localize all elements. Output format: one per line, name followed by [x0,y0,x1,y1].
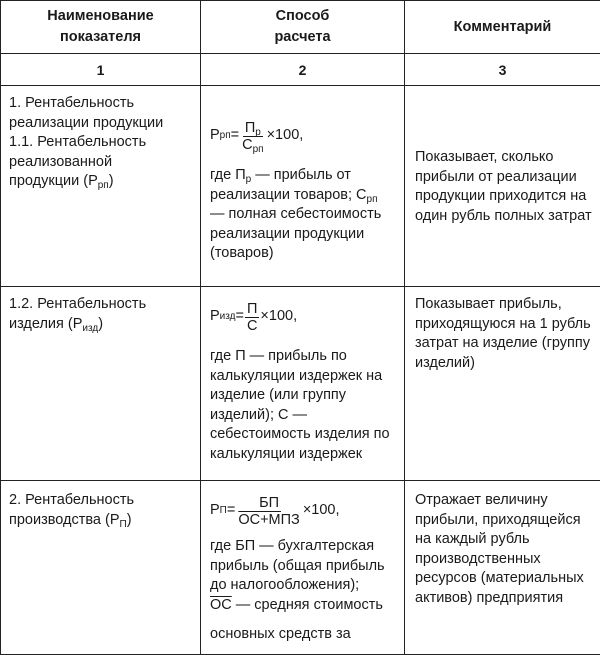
formula-description: где П — прибыль по калькуляции издержек на изделие (или группу изделий); С — себестоимость изделия по калькуляции издержек [210,348,390,462]
comment-text: Показывает прибыль, приходящуюся на 1 рубль затрат на изделие (группу изделий) [415,296,591,371]
header-calculation-method [201,1,405,54]
header-col3: Комментарий [453,18,552,35]
formula-description-part: ОС — средняя стоимость [210,596,383,613]
indicator-name-cell [1,481,201,655]
calculation-method-cell [201,86,405,287]
header-row [1,1,600,54]
column-number-row [1,54,600,86]
indicator-name-cell [1,287,201,481]
header-col1-line2: показателя [59,29,142,45]
formula-description-part: основных средств за [210,626,351,643]
indicator-name: 2. Рентабельность производства $(Р_П)$ [9,492,135,530]
column-number: 3 [405,54,600,86]
indicator-name-line: 1. Рентабельность [9,95,135,111]
table-row [1,481,600,655]
indicator-name-line: 1.1. Рентабельность [9,134,147,151]
formula-fraction: $\frac{П}{С}$ [246,300,258,334]
header-col1-line1: Наименование [47,8,154,24]
formula-fraction: $\frac{БП}{\text{ОС+МПЗ}}$ [238,494,300,528]
comment-text: Показывает, сколько прибыли от реализации продукции приходится на один рубль полных затрат [415,149,592,224]
formula-description-part: где БП — бухгалтерская прибыль (общая прибыль до налогообложения); [210,538,385,594]
header-comment [405,1,600,54]
formula-description: где $П_р$ — прибыль от реализации товаров; $С_{рп}$ — полная себестоимость реализации продукции (товаров) [210,167,382,262]
table-row [1,287,600,481]
comment-text: Отражает величину прибыли, приходящейся на каждый рубль производственных ресурсов (материальных активов) предприятия [415,492,584,606]
header-indicator-name [1,1,201,54]
indicator-name-line: реализации продукции [9,114,164,131]
comment-cell [405,481,600,655]
calculation-method-cell [201,481,405,655]
comment-cell [405,287,600,481]
indicator-name: 1.2. Рентабельность изделия $(Р_{изд})$ [9,296,147,334]
calculation-method-cell [201,287,405,481]
indicator-name-line: реализованной [9,153,113,170]
column-number: 1 [1,54,201,86]
indicator-name-line: продукции $(Р_{рп})$ [9,173,114,192]
formula: Р рп = $\frac{П_р}{С_{рп}}$ ×100, [210,119,304,155]
formula-fraction: $\frac{П_р}{С_{рп}}$ [242,119,264,155]
column-number: 2 [201,54,405,86]
formula: Р П = $\frac{БП}{\text{ОС+МПЗ}}$ ×100, [210,494,340,528]
formula: Р изд = $\frac{П}{С}$ ×100, [210,300,298,334]
table-row [1,86,600,287]
comment-cell [405,86,600,287]
header-col2-line1: Способ [275,8,330,24]
formula-description [210,537,396,645]
header-col2-line2: расчета [274,29,331,45]
indicator-name-cell [1,86,201,287]
